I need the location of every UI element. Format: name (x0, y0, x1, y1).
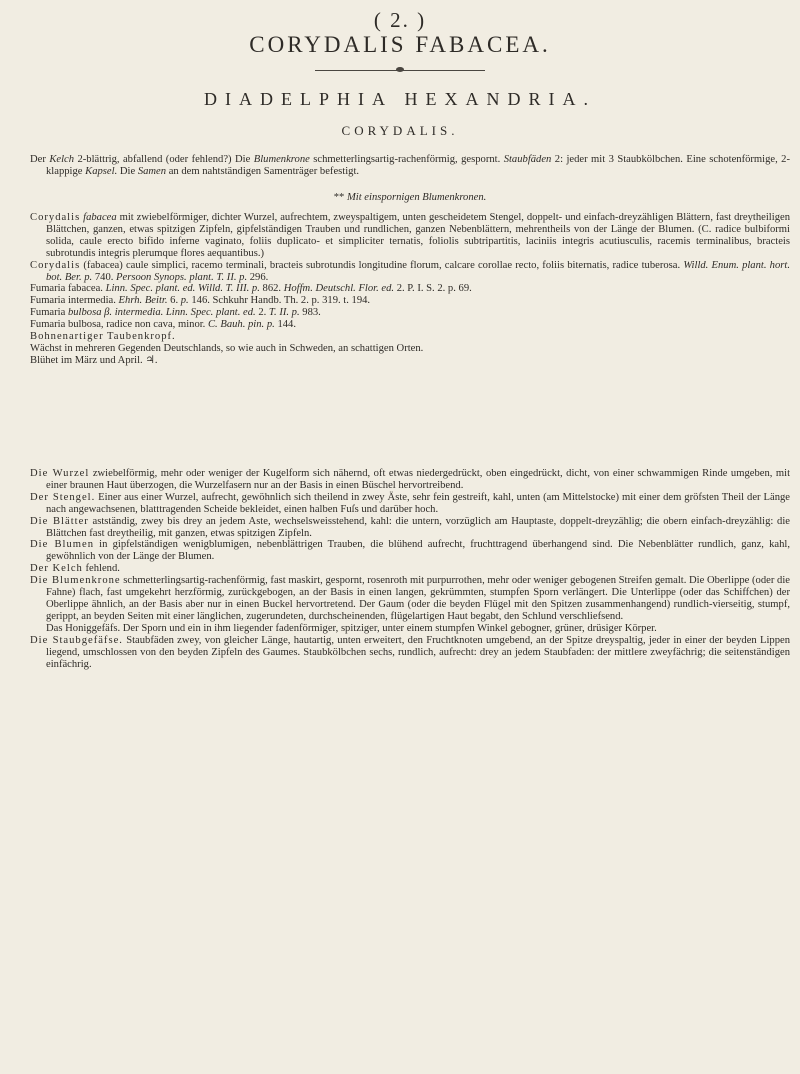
subheading-stars: ** (333, 192, 345, 203)
organ-text: in gipfelständigen wenigblumigen, nebenblättrigen Trauben, die blühend aufrecht, fruchttragend überhangend sind. Die Nebenblätter rundlich, ganz, kahl, gewöhnlich von der Länge der Blumen. (46, 539, 790, 563)
diagnosis-entry (30, 331, 790, 343)
diagnosis-entry (30, 260, 790, 284)
description-entry (30, 516, 790, 540)
entry-text: 146. Schkuhr Handb. Th. 2. p. 319. t. 194. (188, 295, 371, 307)
entry-text: 2. P. I. S. 2. p. 69. (394, 283, 472, 295)
description-entry (30, 492, 790, 516)
entry-text: Blühet im März und April. ♃. (30, 354, 158, 366)
subheading (30, 192, 790, 204)
reference: Linn. Spec. plant. ed. Willd. T. III. p. (105, 283, 260, 295)
organ-label: Die Blätter (30, 515, 89, 527)
entry-text: Fumaria (30, 307, 68, 319)
reference: Persoon Synops. plant. T. II. p. (116, 271, 248, 283)
diagnosis-block (30, 212, 790, 367)
subheading-text: Mit einspornigen Blumenkronen. (346, 192, 487, 203)
organ-text: fehlend. (82, 563, 120, 575)
genus-description (30, 154, 790, 178)
diagnosis-entry (30, 295, 790, 307)
organ-label: Der Kelch (30, 563, 83, 575)
description-entry (30, 563, 790, 575)
entry-text: 740. (92, 271, 117, 283)
organ-label: Die Blumenkrone (30, 575, 121, 587)
diagnosis-entry (30, 355, 790, 367)
description-entry (30, 468, 790, 492)
organ-label: Die Wurzel (30, 468, 90, 479)
reference: Willd. Enum. plant. hort. bot. Ber. p. (46, 259, 790, 283)
organ-label: Die Blumen (30, 539, 95, 551)
organ-text: schmetterlingsartig-rachenförmig, fast maskirt, gespornt, rosenroth mit purpurrothen, mehr oder weniger gebogenen Streifen gemalt. Die Oberlippe (oder die Fahne) flach, fast umgekehrt herzförmig, zurückgebogen, an der Basis in einen langen, gekrümmten, stumpfen Sporn verlängert. Die Unterlippe (oder das Schiffchen) der Oberlippe ähnlich, an der Basis aber nur in einen Buckel hervortretend. Der Gaum (oder die beyden Flügel mit den Spitzen zusammenhangend) rundlich-vierseitig, stumpf, gerippt, an beyden Seiten mit einer länglichen, zugerundeten, durchscheinenden, flügelartigen Haut begabt, den Schlund verschliefsend. (46, 575, 790, 622)
entry-text: mit zwiebelförmiger, dichter Wurzel, aufrechtem, zweyspaltigem, unten gescheidetem Stengel, doppelt- und einfach-dreyzähligen Blättern, fast dreytheiligen Blättchen, ganzen, etwas spitzigen Zipfeln, gipfelständigen Trauben und rundlichen, ganzen Nebenblättern, mehrentheils von der Länge der Blumen. (C. radice bulbiformi solida, caule erecto bifido inferne vaginato, foliis duplicato- et simpliciter ternatis, foliolis subtripartitis, laciniis integris acutiusculis, racemis terminalibus, bracteis subrotundis integris plerumque flores aequantibus.) (46, 212, 790, 259)
entry-text: 862. (259, 283, 284, 295)
diagnosis-entry (30, 283, 790, 295)
organ-text: Das Honiggefäfs. Der Sporn und ein in ihm liegender fadenförmiger, spitziger, unter einem stumpfen Winkel gebogner, grüner, drüsiger Körper. (46, 622, 657, 634)
description-entry (30, 575, 790, 623)
description-entry (30, 635, 790, 671)
reference: Hoffm. Deutschl. Flor. ed. (283, 283, 395, 295)
entry-text: 2. (255, 307, 269, 319)
divider-ornament (396, 67, 404, 72)
class-heading: DIADELPHIA HEXANDRIA. (204, 89, 596, 109)
organ-text: astständig, zwey bis drey an jedem Aste, wechselsweisstehend, kahl: die untern, vorzüglich am Hauptaste, doppelt-dreyzählig; die obern einfach-dreyzählig: die Blättchen fast dreytheilig, mit ganzen, etwas spitzigen Zipfeln. (46, 515, 790, 539)
description-block (30, 468, 790, 670)
entry-text: (fabacea) caule simplici, racemo terminali, bracteis subrotundis longitudine florum, calcare corollae recto, foliis biternatis, radice tuberosa. (80, 259, 684, 271)
entry-text: Wächst in mehreren Gegenden Deutschlands, so wie auch in Schweden, an schattigen Orten. (30, 342, 424, 354)
page-title: CORYDALIS FABACEA. (249, 32, 551, 57)
description-entry (30, 623, 790, 635)
organ-label: Der Stengel. (30, 491, 96, 503)
diagnosis-entry (30, 307, 790, 319)
reference: p. (180, 295, 189, 307)
species-name: Corydalis (30, 212, 81, 223)
reference: C. Bauh. pin. p. (207, 319, 275, 331)
diagnosis-entry (30, 212, 790, 260)
reference: T. II. p. (268, 307, 300, 319)
organ-text: Staubfäden zwey, von gleicher Länge, hautartig, unten erweitert, den Fruchtknoten umgebend, an der Spitze dreyspaltig, jeder in einer der beyden Lippen liegend, umschlossen von den beyden Zipfeln des Gaumes. Staubkölbchen sechs, rundlich, aufrecht: drey an jedem Staubfaden: der mittlere zweyfächrig; die seitenständigen einfächrig. (46, 634, 790, 670)
entry-text: Fumaria intermedia. (30, 295, 119, 307)
genus-heading: CORYDALIS. (341, 123, 459, 138)
entry-text: 296. (247, 271, 269, 283)
genus-paragraph: Der Kelch 2-blättrig, abfallend (oder fehlend?) Die Blumenkrone schmetterlingsartig-rachenförmig, gespornt. Staubfäden 2: jeder mit 3 Staubkölbchen. Eine schotenförmige, 2-klappige Kapsel. Die Samen an dem nahtständigen Samenträger befestigt. (30, 154, 791, 177)
species-epithet: fabacea (83, 212, 117, 223)
diagnosis-entry (30, 343, 790, 355)
entry-text: 983. (299, 307, 321, 319)
reference: bulbosa β. intermedia. Linn. Spec. plant. ed. (67, 307, 256, 319)
description-entry (30, 539, 790, 563)
species-name: Bohnenartiger Taubenkropf. (30, 331, 176, 343)
entry-text: Fumaria bulbosa, radice non cava, minor. (30, 319, 208, 331)
page-number: ( 2. ) (373, 8, 427, 32)
organ-text: Einer aus einer Wurzel, aufrecht, gewöhnlich sich theilend in zwey Äste, sehr fein gestreift, kahl, unten (am Mittelstocke) mit einer dem gröfsten Theil der Länge nach angewachsenen, blatttragenden Scheide bekleidet, einen halben Fuſs und darüber hoch. (46, 491, 790, 515)
entry-text: 6. (167, 295, 181, 307)
entry-text: 144. (274, 319, 296, 331)
reference: Ehrh. Beitr. (118, 295, 168, 307)
organ-text: zwiebelförmig, mehr oder weniger der Kugelform sich nähernd, oft etwas niedergedrückt, oben eingedrückt, dicht, von einer schwammigen Rinde umgeben, mit einer braunen Haut überzogen, die Wurzelfasern nur an der Basis in einen Büschel hervortreibend. (46, 468, 791, 491)
diagnosis-entry (30, 319, 790, 331)
species-name: Corydalis (30, 259, 81, 271)
entry-text: Fumaria fabacea. (30, 283, 106, 295)
organ-label: Die Staubgefäfse. (30, 634, 123, 646)
